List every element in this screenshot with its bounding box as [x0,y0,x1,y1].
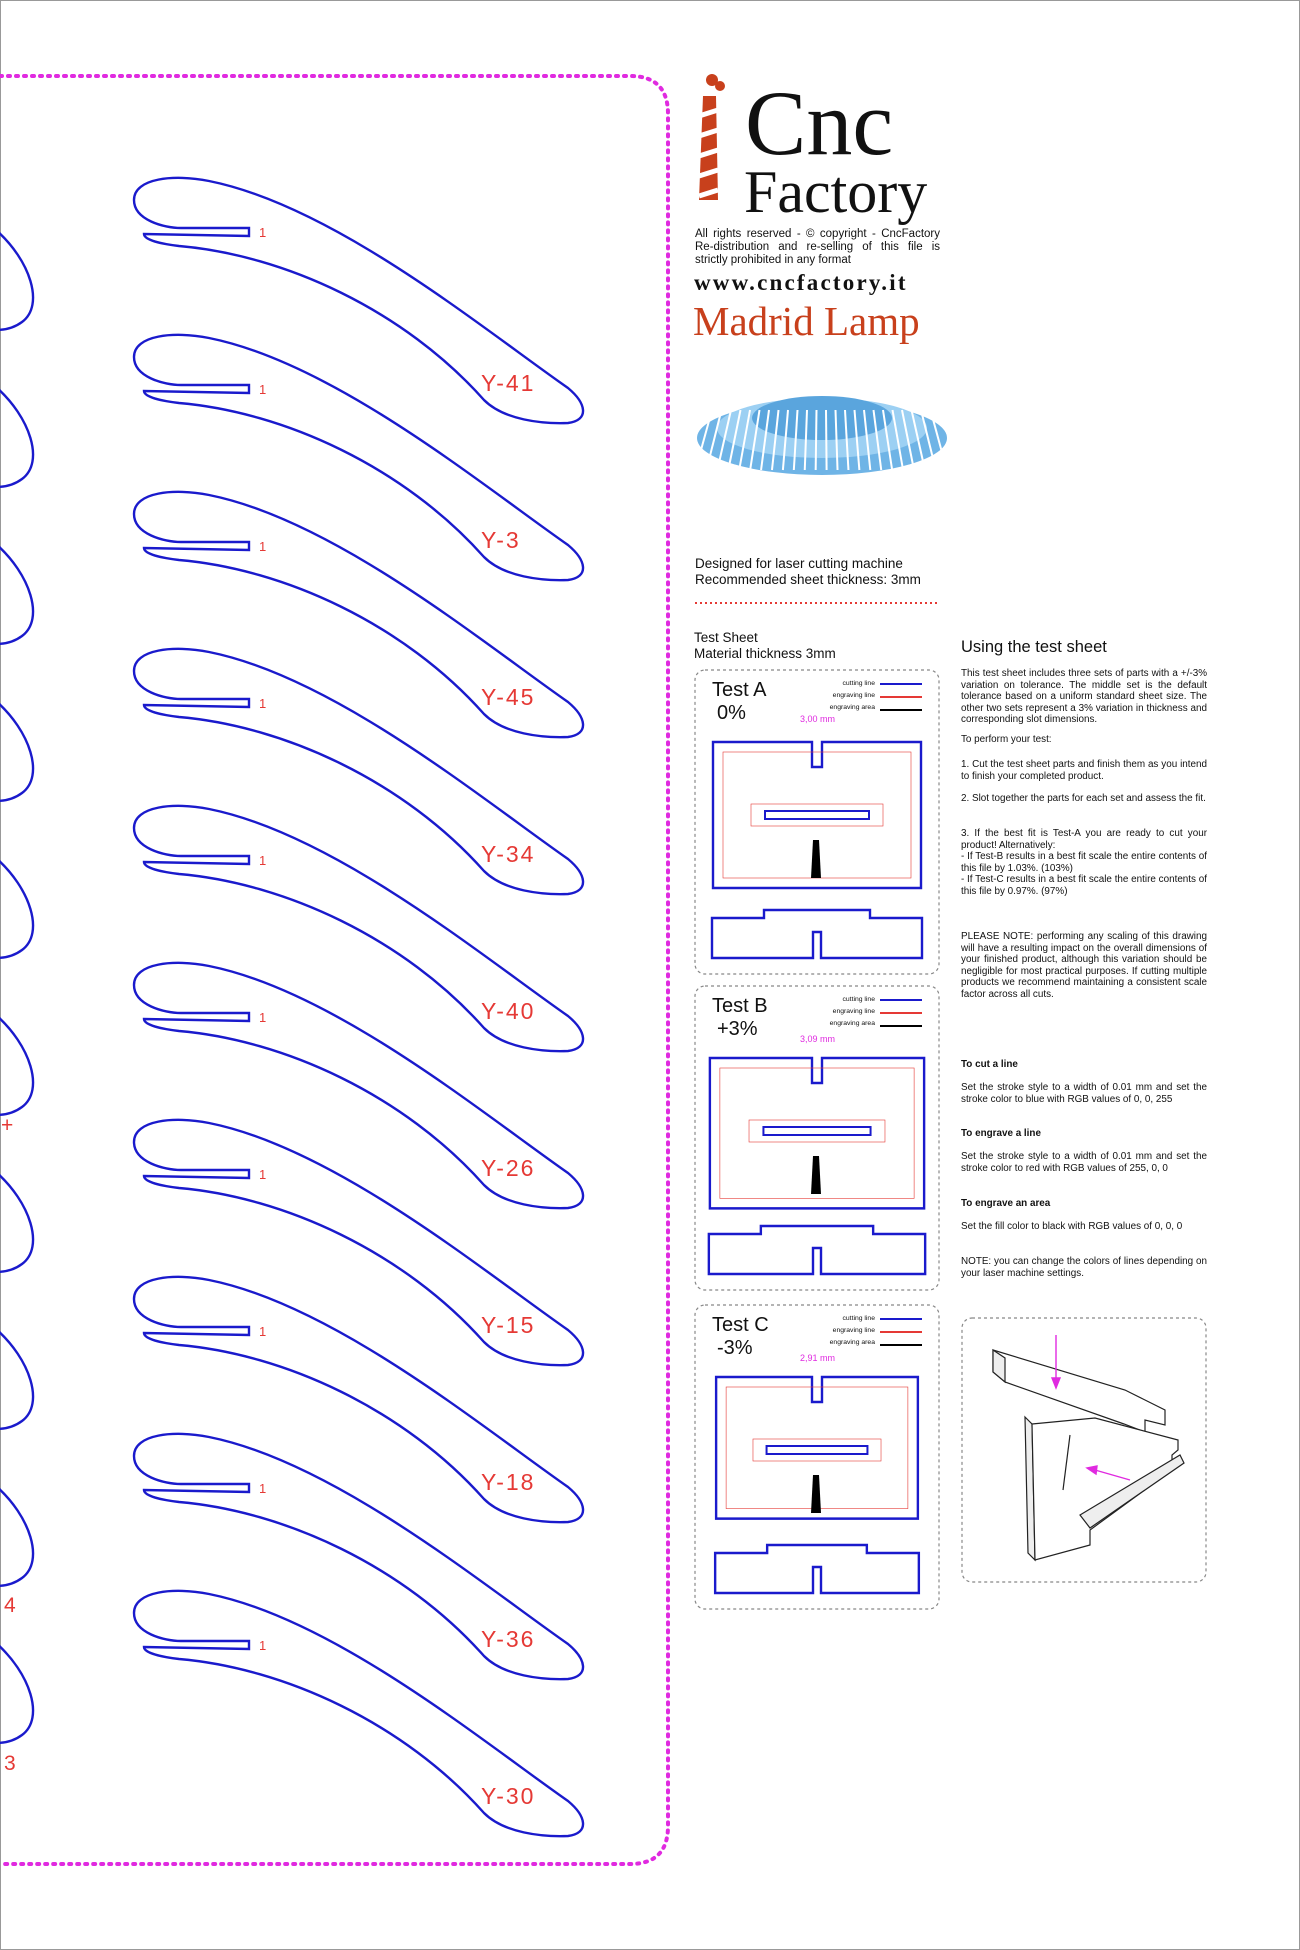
test-c-pct: -3% [717,1337,753,1359]
guide-cut-heading-text: To cut a line [961,1059,1018,1070]
test-b-name: Test B [712,995,768,1017]
lamp-slat [816,410,817,470]
guide-intro: This test sheet includes three sets of parts with a +/-3% variation on tolerance. The middle set is the default tolerance based on a uniform standard sheet size. The other two sets represent a 3% variation in thickness and corresponding slot dimensions. [961,668,1207,726]
design-note-line-1: Designed for laser cutting machine [695,556,903,571]
rib-count: 1 [259,1638,267,1653]
test-sheet-thickness: Material thickness 3mm [694,645,836,661]
guide-step-3 [961,828,1207,897]
test-b-slot: 3,09 mm [800,1034,836,1044]
rib-count: 1 [259,696,267,711]
rib-label: Y-18 [481,1469,536,1495]
guide-please-note: PLEASE NOTE: performing any scaling of this drawing will have a resulting impact on the overall dimensions of your finished product, although this variation should be negligible for most practical purposes. If cutting multiple products we recommend maintaining a consistent scale factor across all cuts. [961,931,1207,1000]
partial-rib-label: 4 [4,1594,16,1617]
rib-label: Y-40 [481,998,536,1024]
website-link[interactable]: www.cncfactory.it [694,270,908,295]
rib-label: Y-30 [481,1783,536,1809]
legend-c [785,1315,875,1346]
legend-engrave-label: engraving line [832,1326,875,1334]
legend-cut-label: cutting line [842,996,875,1003]
lamp-slat [826,410,827,470]
guide-engrave-heading-text: To engrave a line [961,1128,1041,1139]
copyright-notice: All rights reserved - © copyright - CncFactory Re-distribution and re-selling of this file is strictly prohibited in any format [695,228,940,267]
rib-label: Y-34 [481,841,536,867]
rib-count: 1 [259,539,267,554]
rib-count: 1 [259,853,267,868]
guide-area-heading-text: To engrave an area [961,1198,1051,1209]
rib-label: Y-45 [481,684,536,710]
test-b-pct: +3% [717,1018,758,1040]
test-c-name: Test C [712,1314,769,1336]
test-a-slot: 3,00 mm [800,714,836,724]
legend-b [785,996,875,1027]
legend-area-label: engraving area [829,1019,875,1027]
design-note [695,556,921,587]
test-sheet-title: Test Sheet [694,630,758,645]
guide-step-3b: - If Test-B results in a best fit scale the entire contents of this file by 1.03%. (103%) [961,851,1207,874]
guide-note: NOTE: you can change the colors of lines depending on your laser machine settings. [961,1256,1207,1279]
test-sheet-label [694,630,836,661]
partial-rib-label: 3 [4,1752,16,1775]
rib-label: Y-41 [481,370,536,396]
rib-label: Y-26 [481,1155,536,1181]
guide-step-1: 1. Cut the test sheet parts and finish them as you intend to finish your completed product. [961,759,1207,782]
design-note-line-2: Recommended sheet thickness: 3mm [695,571,921,587]
legend-cut-label: cutting line [842,1315,875,1322]
rib-label: Y-15 [481,1312,536,1338]
rib-count: 1 [259,382,267,397]
test-a-name: Test A [712,679,767,701]
guide-area-text: Set the fill color to black with RGB values of 0, 0, 0 [961,1221,1183,1232]
guide-step-3a: 3. If the best fit is Test-A you are ready to cut your product! Alternatively: [961,828,1207,851]
rib-count: 1 [259,225,267,240]
logo-text-cnc: Cnc [745,72,894,174]
rib-label: Y-3 [481,527,521,553]
legend-engrave-label: engraving line [832,1007,875,1015]
guide-cut-text: Set the stroke style to a width of 0.01 mm and set the stroke color to blue with RGB values of 0, 0, 255 [961,1082,1207,1105]
guide-engrave-heading [961,1128,1207,1140]
product-title: Madrid Lamp [693,298,920,344]
rib-count: 1 [259,1010,267,1025]
guide-perform: To perform your test: [961,734,1052,745]
guide-step-3c: - If Test-C results in a best fit scale the entire contents of this file by 0.97%. (97%) [961,874,1207,897]
rib-count: 1 [259,1324,267,1339]
legend-engrave-label: engraving line [832,691,875,699]
legend-area-label: engraving area [829,703,875,711]
test-c-slot: 2,91 mm [800,1353,836,1363]
rib-count: 1 [259,1167,267,1182]
legend-area-label: engraving area [829,1338,875,1346]
guide-title: Using the test sheet [961,638,1107,656]
partial-rib-label: + [1,1114,14,1137]
rib-count: 1 [259,1481,267,1496]
legend-a [785,680,875,711]
logo-text-factory: Factory [744,159,928,225]
guide-cut-heading [961,1059,1207,1071]
guide-engrave-text: Set the stroke style to a width of 0.01 mm and set the stroke color to red with RGB values of 255, 0, 0 [961,1151,1207,1174]
legend-cut-label: cutting line [842,680,875,687]
guide-area-heading [961,1198,1207,1210]
guide-step-2: 2. Slot together the parts for each set and assess the fit. [961,793,1206,804]
test-a-pct: 0% [717,702,746,724]
rib-label: Y-36 [481,1626,536,1652]
